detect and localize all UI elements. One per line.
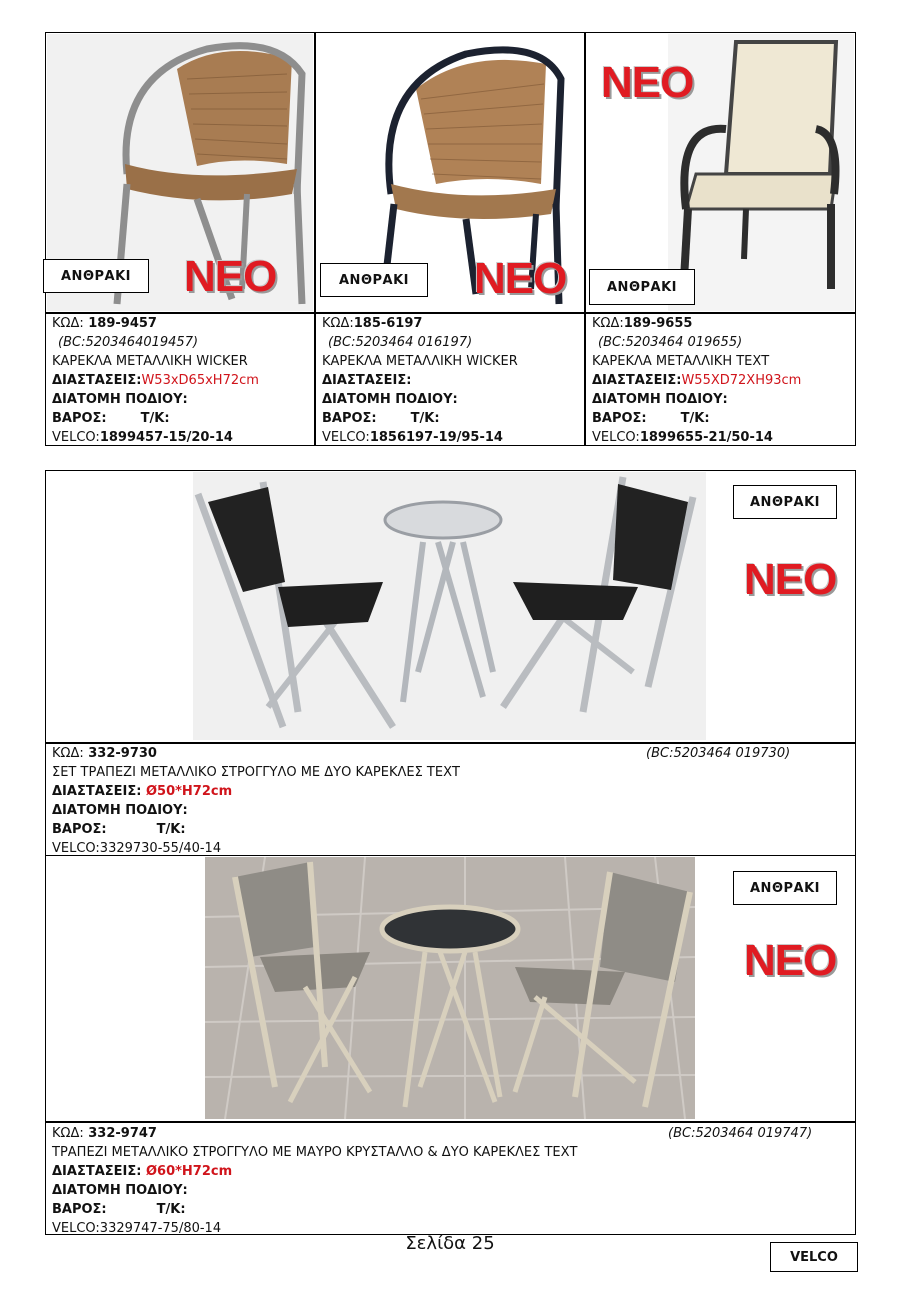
product-image-folding-set-glass	[205, 857, 695, 1119]
new-badge: NEO	[474, 254, 567, 303]
grid-divider	[45, 1121, 856, 1123]
new-badge: NEO	[744, 936, 837, 985]
color-label: ΑΝΘΡΑΚΙ	[43, 259, 149, 293]
new-badge: NEO	[184, 252, 277, 301]
new-badge: NEO	[744, 555, 837, 604]
color-label: ΑΝΘΡΑΚΙ	[733, 871, 837, 905]
brand-box: VELCO	[770, 1242, 858, 1272]
product-image-folding-set-black	[193, 472, 706, 740]
set-barcode: (BC:5203464 019747)	[668, 1126, 813, 1141]
color-label: ΑΝΘΡΑΚΙ	[589, 269, 695, 305]
set-info: ΚΩΔ: 332-9730 ΣΕΤ ΤΡΑΠΕΖΙ ΜΕΤΑΛΛΙΚΟ ΣΤΡΟΓΓΥΛΟ ΜΕ ΔΥΟ ΚΑΡΕΚΛΕΣ ΤΕΧΤ ΔΙΑΣΤΑΣΕΙΣ: Ø50*H72cm ΔΙΑΤΟΜΗ ΠΟΔΙΟΥ: ΒΑΡΟΣ: T/K: VELCO:3329730-55/40-14	[52, 746, 460, 856]
product-info: ΚΩΔ: 189-9457 (BC:5203464019457) ΚΑΡΕΚΛΑ ΜΕΤΑΛΛΙΚΗ WICKER ΔΙΑΣΤΑΣΕΙΣ:W53xD65xH72cm ΔΙΑΤΟΜΗ ΠΟΔΙΟΥ: ΒΑΡΟΣ: T/K: VELCO:1899457-15/20-14	[52, 316, 259, 445]
color-label: ΑΝΘΡΑΚΙ	[320, 263, 428, 297]
color-label: ΑΝΘΡΑΚΙ	[733, 485, 837, 519]
new-badge: NEO	[601, 58, 694, 107]
product-info: ΚΩΔ:189-9655 (BC:5203464 019655) ΚΑΡΕΚΛΑ ΜΕΤΑΛΛΙΚΗ ΤΕΧΤ ΔΙΑΣΤΑΣΕΙΣ:W55XD72XH93cm ΔΙΑΤΟΜΗ ΠΟΔΙΟΥ: ΒΑΡΟΣ: T/K: VELCO:1899655-21/50-14	[592, 316, 802, 445]
page-number: Σελίδα 25	[405, 1233, 495, 1254]
set-info: ΚΩΔ: 332-9747 ΤΡΑΠΕΖΙ ΜΕΤΑΛΛΙΚΟ ΣΤΡΟΓΓΥΛΟ ΜΕ ΜΑΥΡΟ ΚΡΥΣΤΑΛΛΟ & ΔΥΟ ΚΑΡΕΚΛΕΣ ΤΕΧΤ ΔΙΑΣΤΑΣΕΙΣ: Ø60*H72cm ΔΙΑΤΟΜΗ ΠΟΔΙΟΥ: ΒΑΡΟΣ: T/K: VELCO:3329747-75/80-14	[52, 1126, 578, 1236]
product-info: ΚΩΔ:185-6197 (BC:5203464 016197) ΚΑΡΕΚΛΑ ΜΕΤΑΛΛΙΚΗ WICKER ΔΙΑΣΤΑΣΕΙΣ: ΔΙΑΤΟΜΗ ΠΟΔΙΟΥ: ΒΑΡΟΣ: T/K: VELCO:1856197-19/95-14	[322, 316, 518, 445]
set-barcode: (BC:5203464 019730)	[646, 746, 791, 761]
